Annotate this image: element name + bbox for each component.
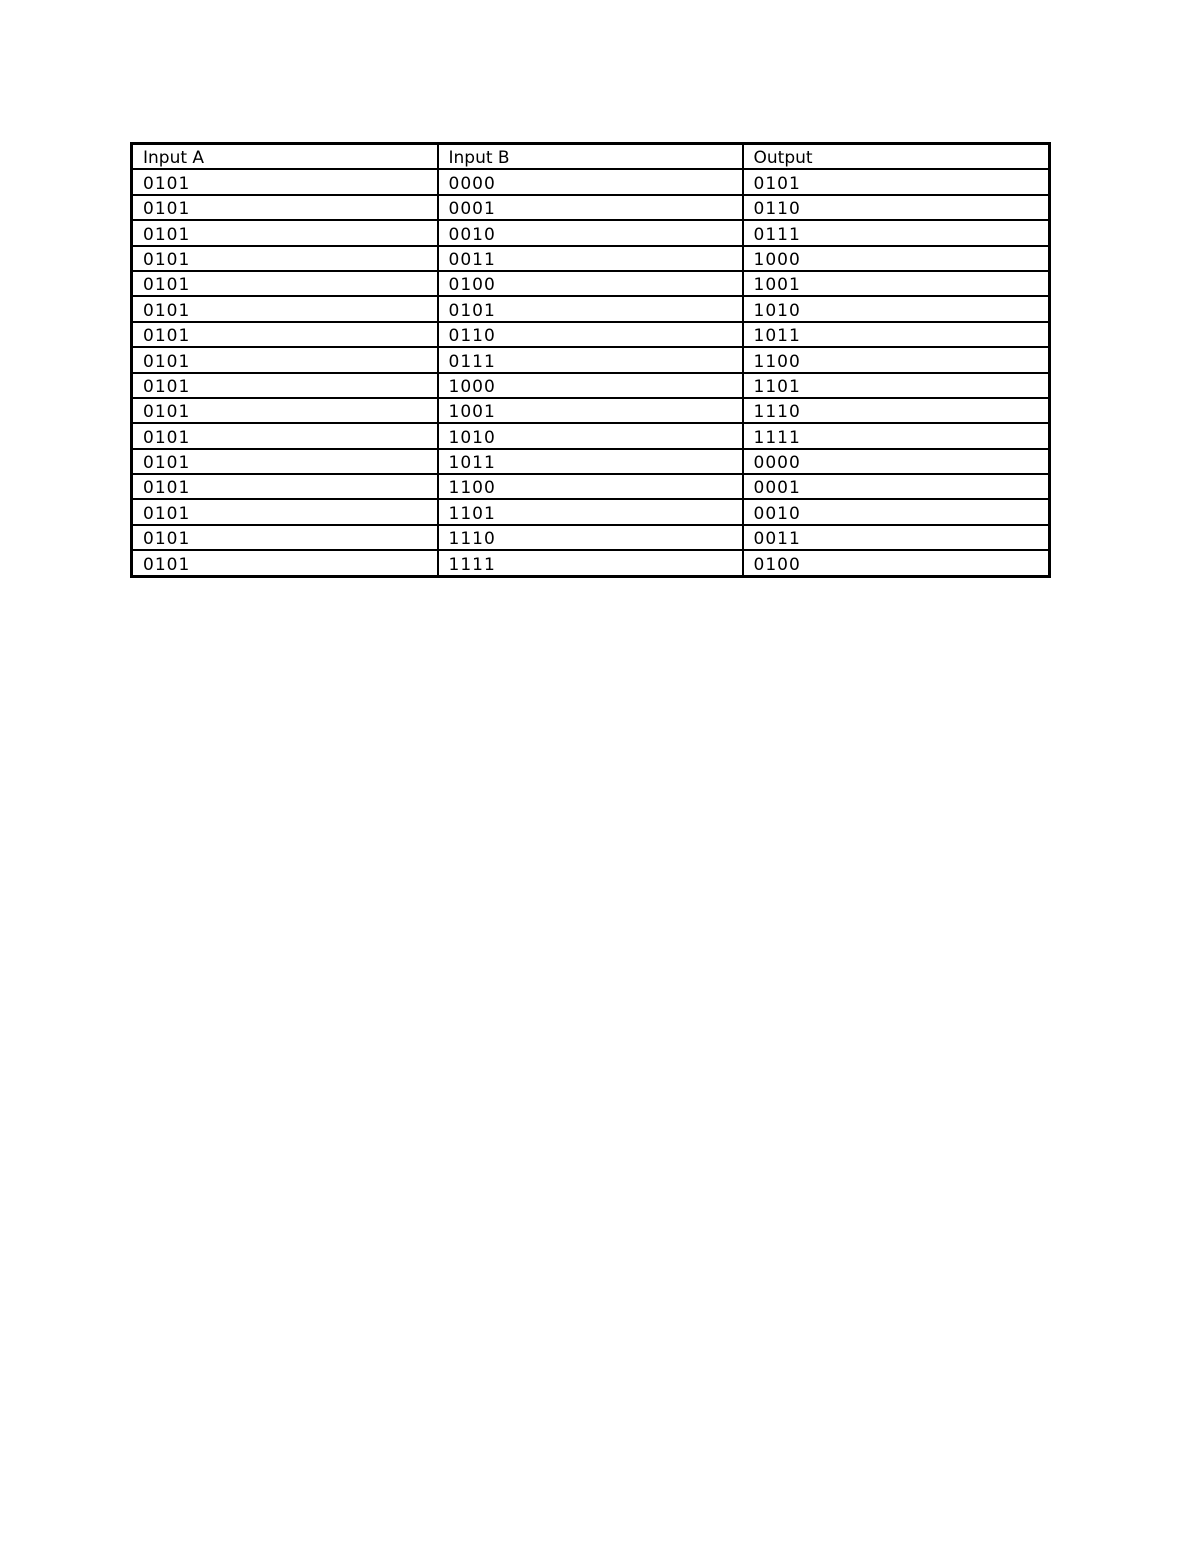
input-b-cell: 1110 xyxy=(438,525,743,550)
output-cell: 1000 xyxy=(743,246,1050,271)
output-cell: 1011 xyxy=(743,322,1050,347)
input-a-cell: 0101 xyxy=(132,550,438,576)
input-b-cell: 0010 xyxy=(438,220,743,245)
input-a-cell: 0101 xyxy=(132,220,438,245)
input-b-cell: 1111 xyxy=(438,550,743,576)
table-row xyxy=(132,220,1050,245)
table-row xyxy=(132,525,1050,550)
input-a-cell: 0101 xyxy=(132,169,438,194)
input-a-cell: 0101 xyxy=(132,449,438,474)
input-b-cell: 0110 xyxy=(438,322,743,347)
table-row xyxy=(132,296,1050,321)
table-row xyxy=(132,474,1050,499)
input-b-cell: 0011 xyxy=(438,246,743,271)
table-row xyxy=(132,195,1050,220)
input-b-cell: 1001 xyxy=(438,398,743,423)
table-row xyxy=(132,347,1050,372)
table-header-row xyxy=(132,144,1050,170)
table-row xyxy=(132,271,1050,296)
input-b-cell: 1100 xyxy=(438,474,743,499)
output-cell: 0001 xyxy=(743,474,1050,499)
input-a-cell: 0101 xyxy=(132,423,438,448)
table-row xyxy=(132,499,1050,524)
table-row xyxy=(132,398,1050,423)
output-cell: 1001 xyxy=(743,271,1050,296)
output-cell: 0101 xyxy=(743,169,1050,194)
input-a-cell: 0101 xyxy=(132,195,438,220)
output-cell: 0011 xyxy=(743,525,1050,550)
input-b-cell: 1011 xyxy=(438,449,743,474)
output-cell: 0010 xyxy=(743,499,1050,524)
input-a-cell: 0101 xyxy=(132,398,438,423)
input-a-cell: 0101 xyxy=(132,271,438,296)
table-row xyxy=(132,169,1050,194)
input-a-cell: 0101 xyxy=(132,373,438,398)
input-b-cell: 1000 xyxy=(438,373,743,398)
output-cell: 0110 xyxy=(743,195,1050,220)
input-a-cell: 0101 xyxy=(132,499,438,524)
output-cell: 1110 xyxy=(743,398,1050,423)
input-b-cell: 0100 xyxy=(438,271,743,296)
column-header-input-a: Input A xyxy=(132,144,438,170)
input-a-cell: 0101 xyxy=(132,322,438,347)
table-row xyxy=(132,449,1050,474)
input-b-cell: 0101 xyxy=(438,296,743,321)
input-b-cell: 0111 xyxy=(438,347,743,372)
table-row xyxy=(132,373,1050,398)
table-body xyxy=(132,169,1050,576)
truth-table xyxy=(130,142,1051,578)
output-cell: 1010 xyxy=(743,296,1050,321)
output-cell: 1100 xyxy=(743,347,1050,372)
output-cell: 0100 xyxy=(743,550,1050,576)
table-row xyxy=(132,322,1050,347)
input-a-cell: 0101 xyxy=(132,246,438,271)
output-cell: 0111 xyxy=(743,220,1050,245)
input-a-cell: 0101 xyxy=(132,474,438,499)
input-b-cell: 1101 xyxy=(438,499,743,524)
table-row xyxy=(132,423,1050,448)
table-row xyxy=(132,246,1050,271)
output-cell: 1101 xyxy=(743,373,1050,398)
input-a-cell: 0101 xyxy=(132,296,438,321)
input-b-cell: 1010 xyxy=(438,423,743,448)
output-cell: 1111 xyxy=(743,423,1050,448)
column-header-input-b: Input B xyxy=(438,144,743,170)
column-header-output: Output xyxy=(743,144,1050,170)
input-a-cell: 0101 xyxy=(132,347,438,372)
input-b-cell: 0001 xyxy=(438,195,743,220)
input-b-cell: 0000 xyxy=(438,169,743,194)
output-cell: 0000 xyxy=(743,449,1050,474)
table-row xyxy=(132,550,1050,576)
input-a-cell: 0101 xyxy=(132,525,438,550)
